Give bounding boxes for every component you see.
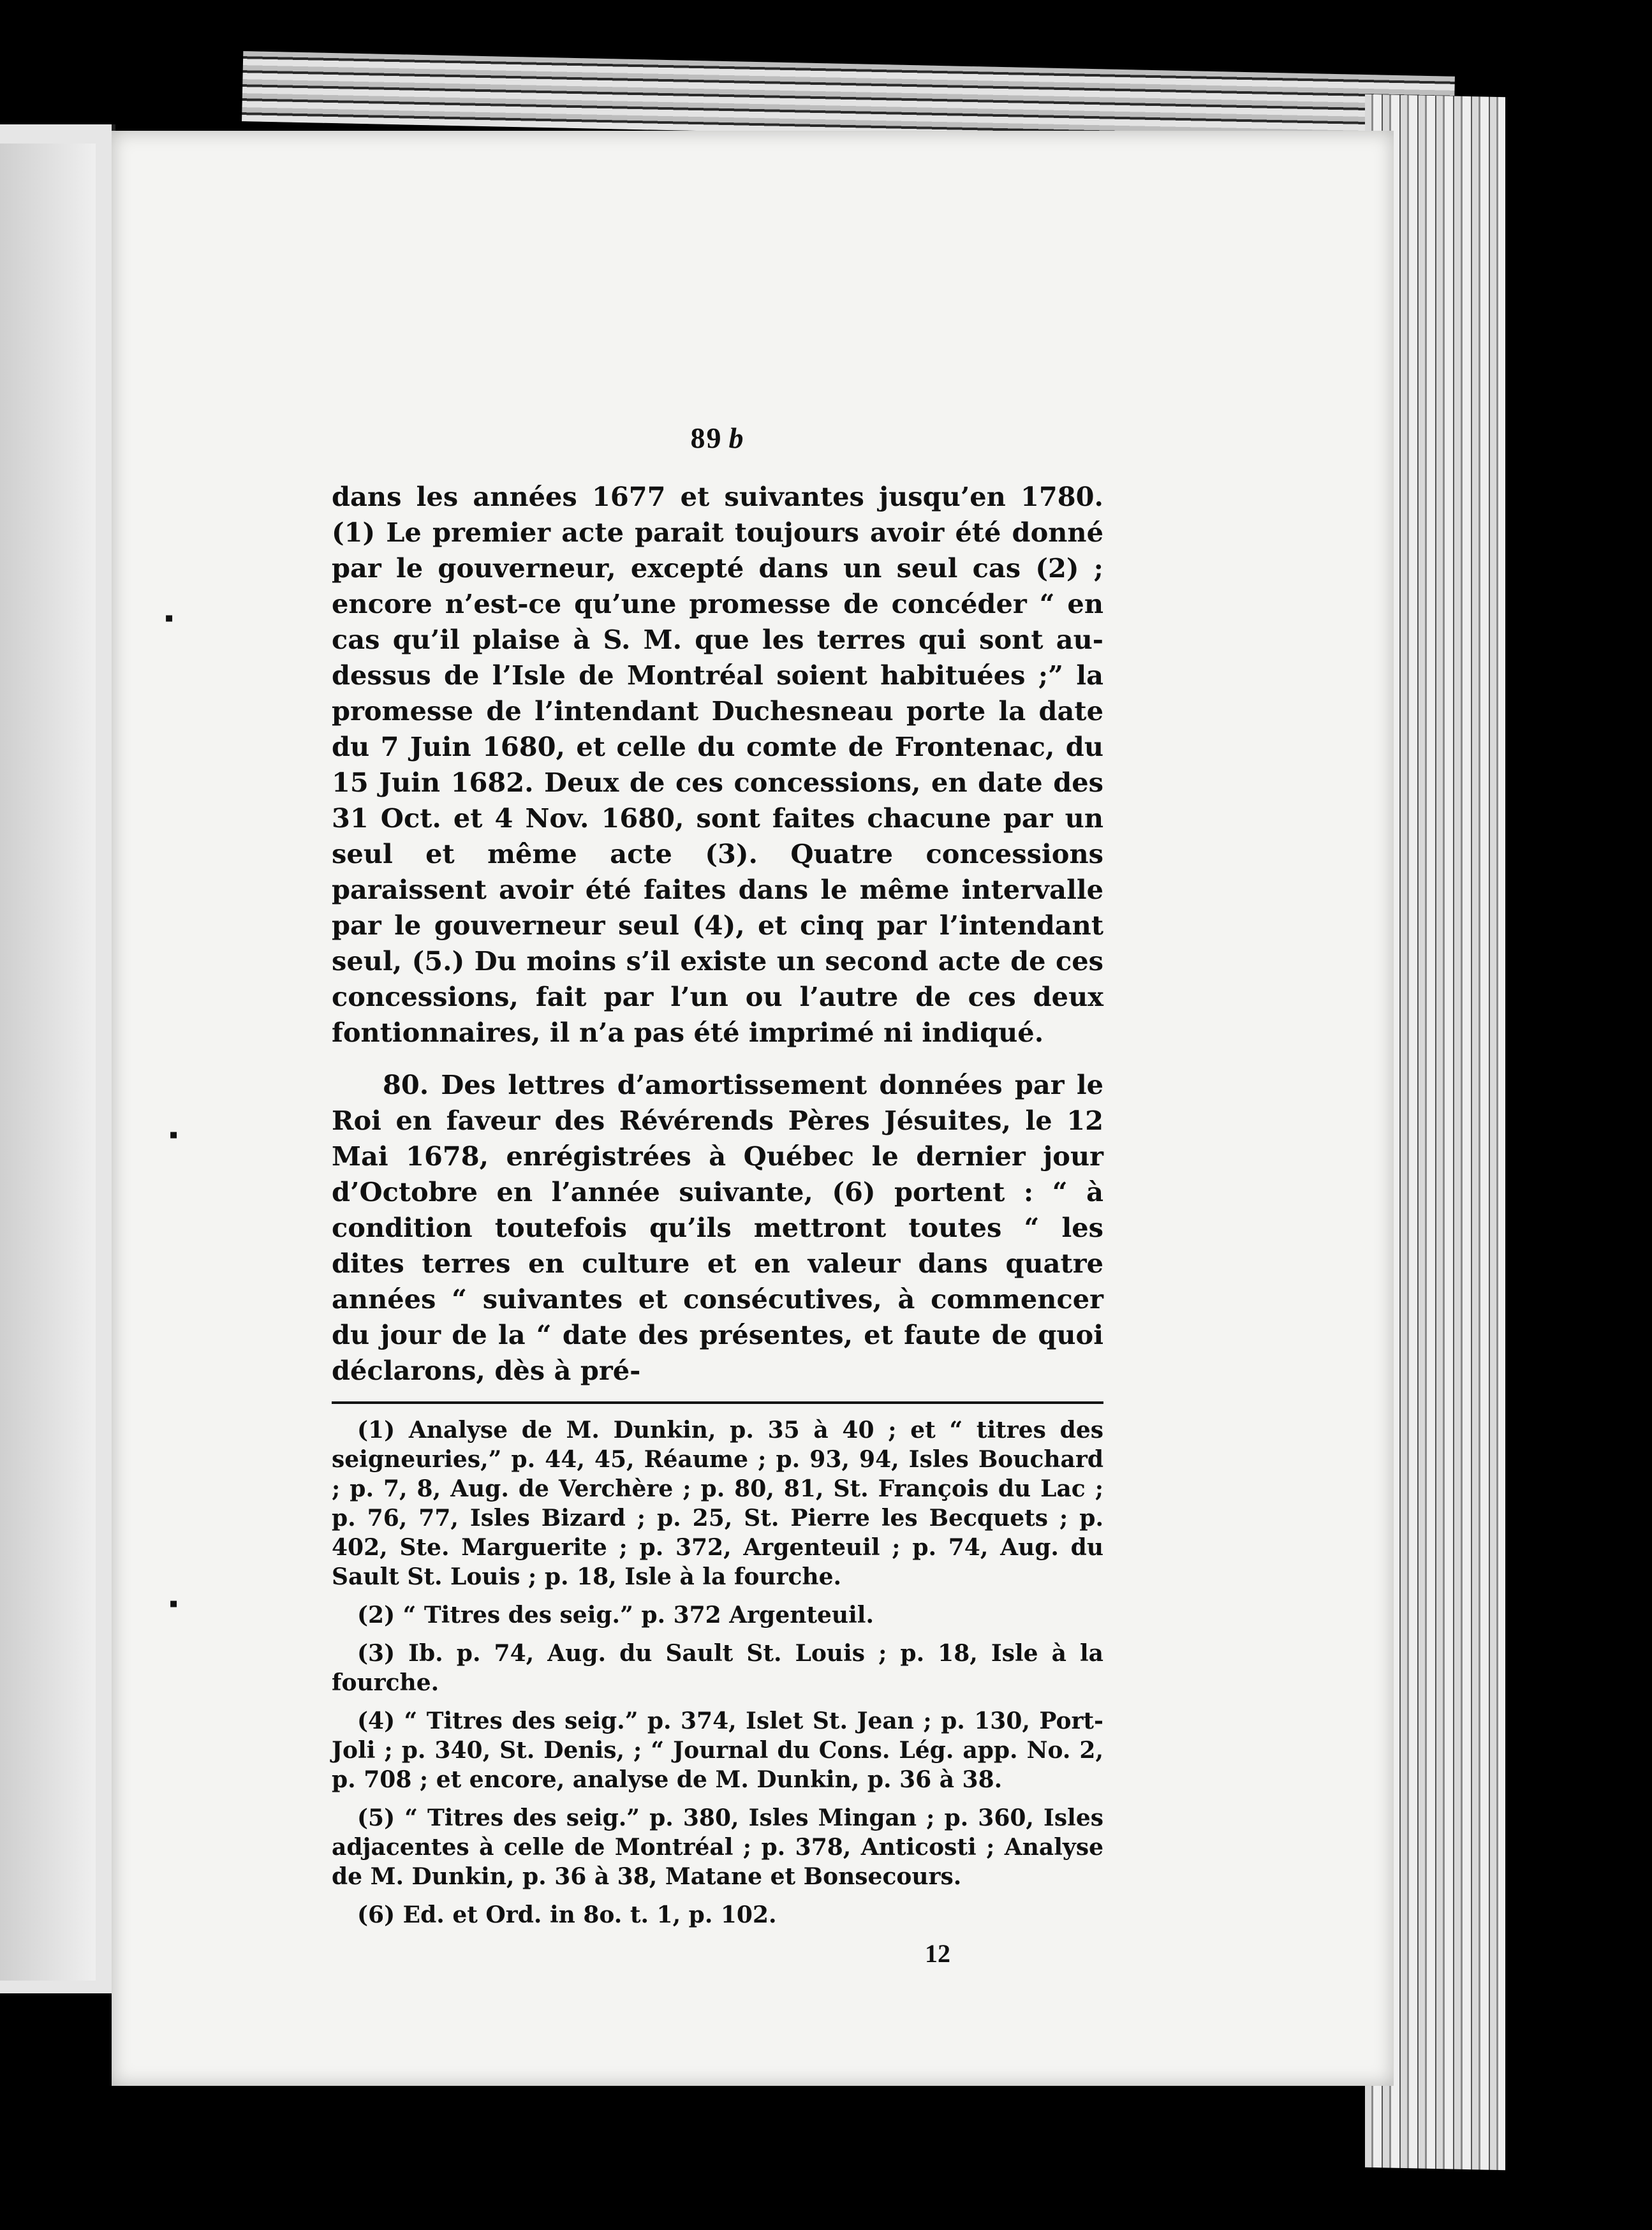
paragraph-1: dans les années 1677 et suivantes jusqu’en 1780. (1) Le premier acte parait toujours avoir été donné par le gouverneur, excepté dans un seul cas (2) ; encore n’est-ce qu’une promesse de concéder “ en cas qu’il plaise à S. M. que les terres qui sont au-dessus de l’Isle de Montréal soient habituées ;” la promesse de l’intendant Duchesneau porte la date du 7 Juin 1680, et celle du comte de Frontenac, du 15 Juin 1682. Deux de ces concessions, en date des 31 Oct. et 4 Nov. 1680, sont faites chacune par un seul et même acte (3). Quatre concessions paraissent avoir été faites dans le même intervalle par le gouverneur seul (4), et cinq par l’intendant seul, (5.) Du moins s’il existe un second acte de ces concessions, fait par l’un ou l’autre de ces deux fontionnaires, il n’a pas été imprimé ni indiqué. [332, 481, 1103, 1048]
page-number [332, 421, 1103, 455]
text-block [332, 421, 1103, 1968]
page-number-suffix: b [728, 422, 745, 454]
page-number-value: 89 [690, 422, 723, 454]
footnote-3: (3) Ib. p. 74, Aug. du Sault St. Louis ; p. 18, Isle à la fourche. [332, 1640, 1103, 1696]
signature-mark: 12 [925, 1939, 950, 1968]
footnotes [332, 1415, 1103, 1930]
margin-mark-1: ▪ [165, 603, 174, 632]
footnote-1: (1) Analyse de M. Dunkin, p. 35 à 40 ; et “ titres des seigneuries,” p. 44, 45, Réaume ; p. 93, 94, Isles Bouchard ; p. 7, 8, Aug. de Verchère ; p. 80, 81, St. François du Lac ; p. 76, 77, Isles Bizard ; p. 25, St. Pierre les Becquets ; p. 402, Ste. Marguerite ; p. 372, Argenteuil ; p. 74, Aug. du Sault St. Louis ; p. 18, Isle à la fourche. [332, 1417, 1103, 1590]
footnote-4: (4) “ Titres des seig.” p. 374, Islet St. Jean ; p. 130, Port-Joli ; p. 340, St. Denis, ; “ Journal du Cons. Lég. app. No. 2, p. 708 ; et encore, analyse de M. Dunkin, p. 36 à 38. [332, 1708, 1103, 1793]
footnote-rule [332, 1401, 1103, 1404]
footnote-2: (2) “ Titres des seig.” p. 372 Argenteuil. [357, 1602, 874, 1628]
facing-page [0, 124, 115, 1993]
margin-mark-3: ▪ [169, 1589, 179, 1618]
paragraph-2: 80. Des lettres d’amortissement données par le Roi en faveur des Révérends Pères Jésuites, le 12 Mai 1678, enrégistrées à Québec le dernier jour d’Octobre en l’année suivante, (6) portent : “ à condition toutefois qu’ils mettront toutes “ les dites terres en culture et en valeur dans quatre années “ suivantes et consécutives, à commencer du jour de la “ date des présentes, et faute de quoi déclarons, dès à pré- [332, 1069, 1103, 1386]
margin-mark-2: ▪ [169, 1120, 179, 1149]
footnote-5: (5) “ Titres des seig.” p. 380, Isles Mingan ; p. 360, Isles adjacentes à celle de Montréal ; p. 378, Anticosti ; Analyse de M. Dunkin, p. 36 à 38, Matane et Bonsecours. [332, 1805, 1103, 1890]
footnote-6: (6) Ed. et Ord. in 8o. t. 1, p. 102. [357, 1901, 777, 1928]
